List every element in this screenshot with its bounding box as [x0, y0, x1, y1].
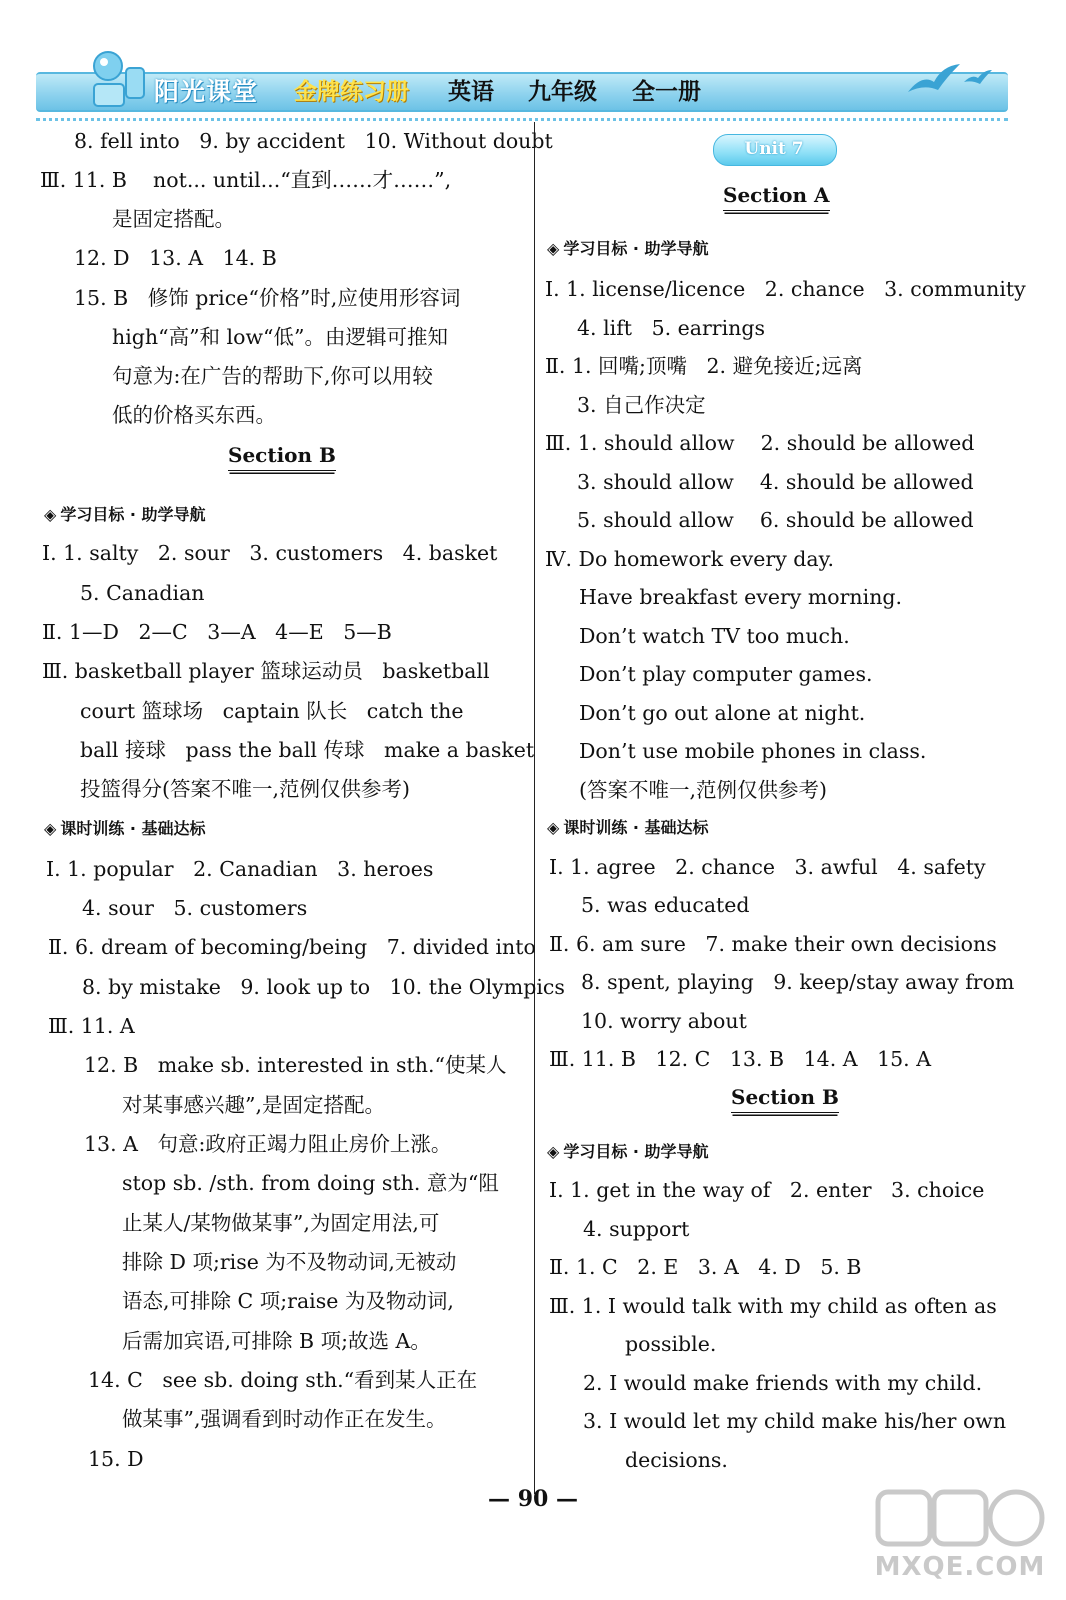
answer-line: possible.: [625, 1332, 717, 1356]
answer-line: Ⅲ. 1. I would talk with my child as often as: [549, 1294, 997, 1318]
watermark-logo-icon: [870, 1486, 1050, 1552]
answer-line: Ⅰ. 1. get in the way of 2. enter 3. choice: [549, 1178, 985, 1202]
answer-line: Don’t play computer games.: [579, 662, 873, 686]
answer-line: Don’t go out alone at night.: [579, 701, 866, 725]
diamond-icon: ◈: [547, 239, 560, 258]
watermark-text: MXQE.COM: [874, 1552, 1046, 1582]
answer-line: 句意为:在广告的帮助下,你可以用较: [112, 364, 433, 388]
nav-heading: ◈ 课时训练 · 基础达标: [44, 819, 206, 838]
diamond-icon: ◈: [547, 1142, 560, 1161]
volume-label: 全一册: [632, 79, 701, 105]
answer-line: Ⅱ. 1—D 2—C 3—A 4—E 5—B: [42, 620, 392, 644]
answer-line: 12. D 13. A 14. B: [74, 246, 277, 270]
answer-line: Ⅰ. 1. agree 2. chance 3. awful 4. safety: [549, 855, 986, 879]
answer-line: 对某事感兴趣”,是固定搭配。: [122, 1093, 385, 1117]
answer-line: Don’t watch TV too much.: [579, 624, 850, 648]
unit-badge: [713, 134, 835, 164]
answer-line: Don’t use mobile phones in class.: [579, 739, 927, 763]
mascot-icon: [86, 44, 156, 110]
answer-line: Have breakfast every morning.: [579, 585, 903, 609]
answer-line: 是固定搭配。: [112, 207, 235, 231]
answer-line: 8. spent, playing 9. keep/stay away from: [581, 970, 1015, 994]
answer-line: 止某人/某物做某事”,为固定用法,可: [122, 1211, 440, 1235]
answer-line: 4. support: [583, 1217, 690, 1241]
answer-line: high“高”和 low“低”。由逻辑可推知: [112, 325, 448, 349]
answer-line: 13. A 句意:政府正竭力阻止房价上涨。: [84, 1132, 452, 1156]
answer-line: 2. I would make friends with my child.: [583, 1371, 983, 1395]
answer-line: 10. worry about: [581, 1009, 747, 1033]
diamond-icon: ◈: [547, 818, 560, 837]
answer-line: 15. B 修饰 price“价格”时,应使用形容词: [74, 286, 461, 310]
answer-line: Ⅱ. 1. C 2. E 3. A 4. D 5. B: [549, 1255, 862, 1279]
answer-line: Ⅰ. 1. popular 2. Canadian 3. heroes: [46, 857, 434, 881]
answer-line: Ⅲ. 11. A: [48, 1014, 135, 1038]
answer-line: Ⅱ. 6. am sure 7. make their own decisions: [549, 932, 997, 956]
answer-line: 低的价格买东西。: [112, 403, 276, 427]
answer-line: 投篮得分(答案不唯一,范例仅供参考): [80, 777, 411, 801]
nav-heading: ◈ 学习目标 · 助学导航: [547, 239, 709, 258]
answer-line: (答案不唯一,范例仅供参考): [579, 778, 828, 802]
answer-line: Ⅲ. 11. B not... until...“直到……才……”,: [40, 168, 452, 192]
header-dotted-rule: [36, 118, 1008, 121]
answer-line: court 篮球场 captain 队长 catch the: [80, 699, 464, 723]
answer-line: 14. C see sb. doing sth.“看到某人正在: [88, 1368, 478, 1392]
answer-line: Ⅱ. 1. 回嘴;顶嘴 2. 避免接近;远离: [545, 354, 863, 378]
brand-title: 金牌练习册: [294, 79, 409, 105]
series-title: 阳光课堂: [154, 77, 259, 106]
answer-line: 后需加宾语,可排除 B 项;故选 A。: [122, 1329, 431, 1353]
answer-line: Ⅳ. Do homework every day.: [545, 547, 835, 571]
answer-line: Ⅲ. basketball player 篮球运动员 basketball: [42, 659, 490, 683]
subject-label: 英语: [448, 79, 494, 105]
answer-line: 5. Canadian: [80, 581, 205, 605]
answer-line: Ⅰ. 1. salty 2. sour 3. customers 4. basket: [42, 541, 498, 565]
page-number: — 90 —: [488, 1486, 578, 1512]
answer-line: 15. D: [88, 1447, 144, 1471]
answer-line: 4. lift 5. earrings: [577, 316, 765, 340]
watermark: [870, 1486, 1050, 1590]
answer-line: 3. 自己作决定: [577, 393, 706, 417]
answer-line: ball 接球 pass the ball 传球 make a basket: [80, 738, 535, 762]
answer-line: 做某事”,强调看到时动作正在发生。: [122, 1407, 447, 1431]
answer-line: 4. sour 5. customers: [82, 896, 308, 920]
nav-heading: ◈ 课时训练 · 基础达标: [547, 818, 709, 837]
answer-line: 语态,可排除 C 项;raise 为及物动词,: [122, 1289, 454, 1313]
page-header: [36, 44, 1008, 116]
grade-label: 九年级: [528, 79, 597, 105]
column-divider: [534, 122, 535, 1494]
diamond-icon: ◈: [44, 819, 57, 838]
answer-line: decisions.: [625, 1448, 728, 1472]
answer-line: Ⅰ. 1. license/licence 2. chance 3. community: [545, 277, 1026, 301]
answer-line: Ⅲ. 1. should allow 2. should be allowed: [545, 431, 975, 455]
answer-line: 8. fell into 9. by accident 10. Without doubt: [74, 129, 553, 153]
answer-line: 8. by mistake 9. look up to 10. the Olympics: [82, 975, 565, 999]
answer-line: Ⅱ. 6. dream of becoming/being 7. divided into: [48, 935, 536, 959]
diamond-icon: ◈: [44, 505, 57, 524]
section-heading: Section A: [723, 182, 830, 211]
answer-line: 3. I would let my child make his/her own: [583, 1409, 1007, 1433]
nav-heading: ◈ 学习目标 · 助学导航: [547, 1142, 709, 1161]
answer-line: stop sb. /sth. from doing sth. 意为“阻: [122, 1171, 499, 1195]
answer-line: 5. was educated: [581, 893, 750, 917]
answer-line: 5. should allow 6. should be allowed: [577, 508, 974, 532]
nav-heading: ◈ 学习目标 · 助学导航: [44, 505, 206, 524]
answer-line: 排除 D 项;rise 为不及物动词,无被动: [122, 1250, 457, 1274]
answer-line: 12. B make sb. interested in sth.“使某人: [84, 1053, 507, 1077]
answer-line: Ⅲ. 11. B 12. C 13. B 14. A 15. A: [549, 1047, 932, 1071]
birds-icon: [898, 52, 998, 102]
section-heading: Section B: [228, 442, 336, 471]
answer-line: 3. should allow 4. should be allowed: [577, 470, 974, 494]
section-heading: Section B: [731, 1084, 839, 1113]
unit-badge-label: Unit 7: [744, 139, 804, 159]
